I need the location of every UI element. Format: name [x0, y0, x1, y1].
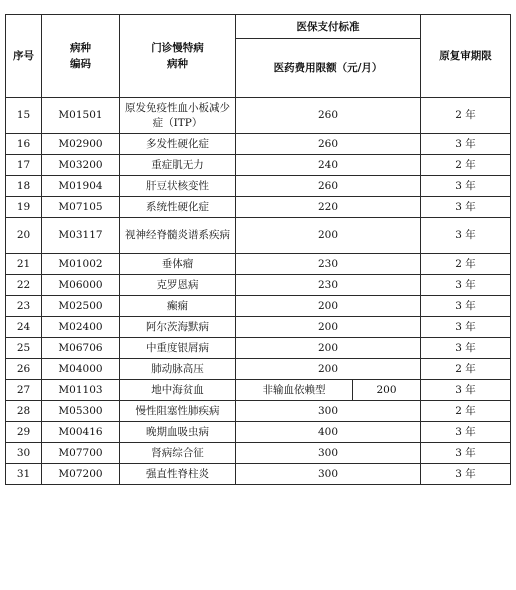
row-code: M06706	[42, 338, 120, 359]
row-disease-name: 多发性硬化症	[120, 134, 236, 155]
row-seq: 19	[6, 197, 42, 218]
row-code: M02500	[42, 296, 120, 317]
row-review-period: 2 年	[421, 98, 511, 134]
row-code: M02400	[42, 317, 120, 338]
row-code: M02900	[42, 134, 120, 155]
table-row	[6, 338, 511, 359]
header-payment-standard: 医保支付标准	[236, 15, 421, 39]
row-review-period: 3 年	[421, 176, 511, 197]
row-code: M04000	[42, 359, 120, 380]
row-seq: 16	[6, 134, 42, 155]
row-code: M07105	[42, 197, 120, 218]
row-disease-name: 强直性脊柱炎	[120, 464, 236, 485]
row-code: M01103	[42, 380, 120, 401]
table-row	[6, 380, 511, 401]
header-disease-line1: 门诊慢特病	[151, 42, 204, 54]
row-review-period: 3 年	[421, 338, 511, 359]
header-seq: 序号	[6, 15, 42, 98]
table-row	[6, 176, 511, 197]
row-limit: 230	[236, 254, 421, 275]
table-header-row	[6, 15, 511, 39]
row-seq: 15	[6, 98, 42, 134]
row-review-period: 2 年	[421, 401, 511, 422]
row-seq: 27	[6, 380, 42, 401]
header-code-line1: 病种	[70, 42, 91, 54]
row-limit: 200	[353, 380, 421, 401]
table-row	[6, 134, 511, 155]
row-review-period: 3 年	[421, 197, 511, 218]
table-body	[6, 98, 511, 485]
row-disease-name: 克罗恩病	[120, 275, 236, 296]
row-seq: 23	[6, 296, 42, 317]
row-seq: 26	[6, 359, 42, 380]
row-seq: 22	[6, 275, 42, 296]
row-review-period: 3 年	[421, 380, 511, 401]
row-disease-name: 肾病综合征	[120, 443, 236, 464]
row-disease-name: 垂体瘤	[120, 254, 236, 275]
row-review-period: 3 年	[421, 443, 511, 464]
row-limit: 260	[236, 134, 421, 155]
table-row	[6, 254, 511, 275]
row-code: M03117	[42, 218, 120, 254]
row-disease-name: 阿尔茨海默病	[120, 317, 236, 338]
row-review-period: 2 年	[421, 254, 511, 275]
table-row	[6, 401, 511, 422]
row-code: M00416	[42, 422, 120, 443]
row-disease-name: 中重度银屑病	[120, 338, 236, 359]
row-disease-name: 肝豆状核变性	[120, 176, 236, 197]
row-limit: 220	[236, 197, 421, 218]
header-code-line2: 编码	[70, 58, 91, 70]
row-limit: 300	[236, 443, 421, 464]
row-disease-name: 晚期血吸虫病	[120, 422, 236, 443]
table-row	[6, 296, 511, 317]
row-review-period: 2 年	[421, 359, 511, 380]
table-row	[6, 155, 511, 176]
row-limit: 260	[236, 98, 421, 134]
row-code: M07200	[42, 464, 120, 485]
row-disease-name: 癫痫	[120, 296, 236, 317]
row-seq: 25	[6, 338, 42, 359]
row-code: M03200	[42, 155, 120, 176]
row-disease-name: 系统性硬化症	[120, 197, 236, 218]
table-row	[6, 422, 511, 443]
row-seq: 21	[6, 254, 42, 275]
row-limit: 200	[236, 317, 421, 338]
row-code: M01904	[42, 176, 120, 197]
row-limit: 200	[236, 296, 421, 317]
table-row	[6, 317, 511, 338]
row-seq: 20	[6, 218, 42, 254]
row-disease-name: 视神经脊髓炎谱系疾病	[120, 218, 236, 254]
row-limit: 260	[236, 176, 421, 197]
header-code	[42, 15, 120, 98]
header-review-period: 原复审期限	[421, 15, 511, 98]
row-seq: 18	[6, 176, 42, 197]
table-row	[6, 197, 511, 218]
table-row	[6, 464, 511, 485]
table-row	[6, 218, 511, 254]
row-seq: 24	[6, 317, 42, 338]
row-disease-name: 慢性阻塞性肺疾病	[120, 401, 236, 422]
row-review-period: 3 年	[421, 296, 511, 317]
row-limit: 200	[236, 218, 421, 254]
row-seq: 28	[6, 401, 42, 422]
row-code: M05300	[42, 401, 120, 422]
row-review-period: 3 年	[421, 218, 511, 254]
row-review-period: 3 年	[421, 464, 511, 485]
row-disease-name: 重症肌无力	[120, 155, 236, 176]
table-row	[6, 275, 511, 296]
header-cost-limit: 医药费用限额（元/月）	[236, 39, 421, 98]
row-disease-name: 地中海贫血	[120, 380, 236, 401]
row-seq: 30	[6, 443, 42, 464]
row-disease-name: 肺动脉高压	[120, 359, 236, 380]
header-disease	[120, 15, 236, 98]
row-seq: 17	[6, 155, 42, 176]
row-code: M01501	[42, 98, 120, 134]
row-limit: 200	[236, 359, 421, 380]
row-seq: 29	[6, 422, 42, 443]
header-disease-line2: 病种	[167, 58, 188, 70]
row-limit: 230	[236, 275, 421, 296]
row-review-period: 3 年	[421, 422, 511, 443]
row-code: M06000	[42, 275, 120, 296]
table-row	[6, 443, 511, 464]
row-limit: 200	[236, 338, 421, 359]
row-limit: 300	[236, 401, 421, 422]
row-seq: 31	[6, 464, 42, 485]
table-row	[6, 98, 511, 134]
row-limit: 240	[236, 155, 421, 176]
row-review-period: 3 年	[421, 317, 511, 338]
table-row	[6, 359, 511, 380]
row-limit: 300	[236, 464, 421, 485]
row-code: M01002	[42, 254, 120, 275]
row-review-period: 3 年	[421, 134, 511, 155]
row-review-period: 2 年	[421, 155, 511, 176]
disease-payment-table	[5, 14, 511, 485]
row-limit: 400	[236, 422, 421, 443]
row-review-period: 3 年	[421, 275, 511, 296]
row-disease-name: 原发免疫性血小板减少症（ITP）	[120, 98, 236, 134]
row-limit-label: 非输血依赖型	[236, 380, 353, 401]
row-code: M07700	[42, 443, 120, 464]
